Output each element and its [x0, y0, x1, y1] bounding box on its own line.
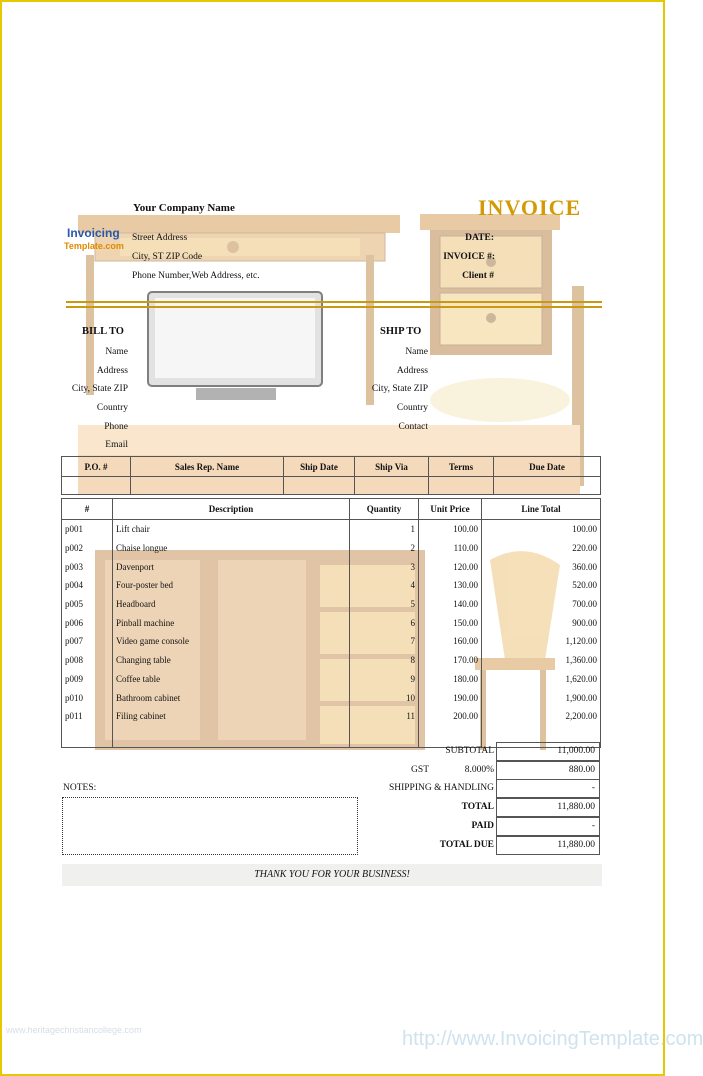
item-id: p007: [62, 632, 113, 651]
ship-to-address-label: Address: [396, 366, 428, 376]
item-description: Chaise longue: [113, 539, 350, 558]
watermark-right: http://www.InvoicingTemplate.com: [402, 1028, 703, 1050]
item-line-total: 360.00: [482, 557, 601, 576]
gst-value: 880.00: [496, 761, 600, 780]
terms-header: Terms: [429, 457, 494, 477]
item-quantity: 8: [350, 651, 419, 670]
item-description: Changing table: [113, 651, 350, 670]
total-value: 11,880.00: [496, 798, 600, 817]
item-unit-price: 140.00: [419, 595, 482, 614]
invoice-title: INVOICE: [478, 195, 582, 220]
item-unit-price: 120.00: [419, 557, 482, 576]
item-unit-price: 150.00: [419, 613, 482, 632]
item-id: p002: [62, 539, 113, 558]
item-number-header: #: [62, 499, 113, 520]
unit-price-header: Unit Price: [419, 499, 482, 520]
due-date-header: Due Date: [494, 457, 601, 477]
item-quantity: 6: [350, 613, 419, 632]
company-name: Your Company Name: [133, 202, 235, 214]
item-unit-price: 100.00: [419, 520, 482, 539]
company-logo-text: Invoicing: [67, 226, 120, 240]
item-line-total: 1,360.00: [482, 651, 601, 670]
item-line-total: 220.00: [482, 539, 601, 558]
notes-label: NOTES:: [63, 783, 97, 793]
ship-via-header: Ship Via: [355, 457, 429, 477]
item-quantity: 10: [350, 688, 419, 707]
total-due-label: TOTAL DUE: [439, 840, 494, 850]
item-unit-price: 180.00: [419, 670, 482, 689]
item-description: Filing cabinet: [113, 707, 350, 726]
item-unit-price: 170.00: [419, 651, 482, 670]
client-number-label: Client #: [462, 271, 494, 281]
description-header: Description: [113, 499, 350, 520]
ship-to-country-label: Country: [396, 403, 428, 413]
item-quantity: 3: [350, 557, 419, 576]
item-unit-price: 160.00: [419, 632, 482, 651]
item-unit-price: 200.00: [419, 707, 482, 726]
bill-to-heading: BILL TO: [82, 326, 124, 337]
total-label: TOTAL: [461, 802, 494, 812]
bill-to-phone-label: Phone: [104, 422, 128, 432]
bill-to-city-label: City, State ZIP: [71, 384, 128, 394]
ship-date-header: Ship Date: [284, 457, 355, 477]
ship-to-city-label: City, State ZIP: [371, 384, 428, 394]
item-quantity: 4: [350, 576, 419, 595]
item-quantity: 7: [350, 632, 419, 651]
quantity-header: Quantity: [350, 499, 419, 520]
total-due-value: 11,880.00: [496, 836, 600, 855]
item-description: Bathroom cabinet: [113, 688, 350, 707]
company-street: Street Address: [132, 233, 188, 243]
item-line-total: 900.00: [482, 613, 601, 632]
item-description: Lift chair: [113, 520, 350, 539]
item-id: p008: [62, 651, 113, 670]
item-quantity: 9: [350, 670, 419, 689]
item-line-total: 100.00: [482, 520, 601, 539]
item-line-total: 1,900.00: [482, 688, 601, 707]
watermark-left: www.heritagechristiancollege.com: [6, 1025, 142, 1035]
item-line-total: 1,620.00: [482, 670, 601, 689]
item-id: p001: [62, 520, 113, 539]
invoice-number-label: INVOICE #:: [443, 252, 495, 262]
item-description: Coffee table: [113, 670, 350, 689]
item-unit-price: 190.00: [419, 688, 482, 707]
bill-to-country-label: Country: [96, 403, 128, 413]
bill-to-name-label: Name: [105, 347, 128, 357]
paid-label: PAID: [471, 821, 494, 831]
item-line-total: 700.00: [482, 595, 601, 614]
item-id: p004: [62, 576, 113, 595]
item-id: p005: [62, 595, 113, 614]
shipping-label: SHIPPING & HANDLING: [388, 783, 494, 793]
item-id: p010: [62, 688, 113, 707]
ship-to-name-label: Name: [405, 347, 428, 357]
item-quantity: 5: [350, 595, 419, 614]
item-quantity: 1: [350, 520, 419, 539]
item-line-total: 2,200.00: [482, 707, 601, 726]
thank-you-message: THANK YOU FOR YOUR BUSINESS!: [62, 864, 602, 886]
bill-to-address-label: Address: [96, 366, 128, 376]
company-phone: Phone Number,Web Address, etc.: [132, 271, 260, 281]
line-total-header: Line Total: [482, 499, 601, 520]
item-unit-price: 110.00: [419, 539, 482, 558]
item-description: Four-poster bed: [113, 576, 350, 595]
gst-label: GST: [411, 765, 429, 775]
sales-rep-header: Sales Rep. Name: [131, 457, 284, 477]
bill-to-email-label: Email: [105, 440, 128, 450]
subtotal-label: SUBTOTAL: [445, 746, 494, 756]
item-id: p003: [62, 557, 113, 576]
ship-to-contact-label: Contact: [398, 422, 428, 432]
po-header: P.O. #: [62, 457, 131, 477]
ship-to-heading: SHIP TO: [380, 326, 422, 337]
company-logo-subtext: Template.com: [64, 241, 124, 251]
item-line-total: 520.00: [482, 576, 601, 595]
item-id: p011: [62, 707, 113, 726]
item-description: Headboard: [113, 595, 350, 614]
item-id: p006: [62, 613, 113, 632]
item-description: Davenport: [113, 557, 350, 576]
item-description: Pinball machine: [113, 613, 350, 632]
company-city: City, ST ZIP Code: [132, 252, 203, 262]
shipping-value[interactable]: -: [496, 779, 600, 798]
item-line-total: 1,120.00: [482, 632, 601, 651]
paid-value[interactable]: -: [496, 817, 600, 836]
item-id: p009: [62, 670, 113, 689]
item-quantity: 11: [350, 707, 419, 726]
gst-rate[interactable]: 8.000%: [464, 765, 494, 775]
item-quantity: 2: [350, 539, 419, 558]
subtotal-value: 11,000.00: [496, 742, 600, 761]
invoice-date-label: DATE:: [465, 233, 494, 243]
item-unit-price: 130.00: [419, 576, 482, 595]
item-description: Video game console: [113, 632, 350, 651]
